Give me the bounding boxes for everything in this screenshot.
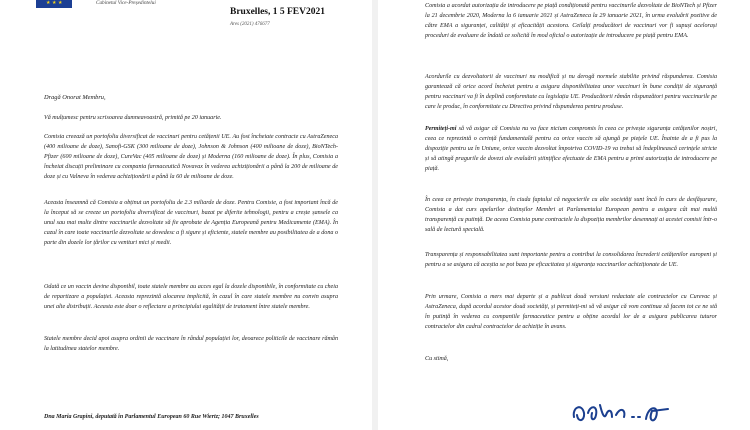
- paragraph: Prin urmare, Comisia a mers mai departe și a publicat două versiuni redactate ale contractelor cu Curevac și AstraZeneca, după acordul acestor două societăți, și permiteți-mi să vă asigur că vom continua să facem tot ce ne stă în putință în vederea cu companiile farmaceutice pentru a obține acordul lor de a asigura publicarea tuturor contractelor din cadrul contractelor de achiziție în avans.: [425, 294, 717, 331]
- paragraph: Comisia a acordat autorizația de introducere pe piață condiționată pentru vaccinurile dezvoltate de BioNTech și Pfizer la 21 decembrie 2020, Moderna la 6 ianuarie 2021 și AstraZeneca la 29 ianuarie 2021, în urma evaluării pozitive de către EMA a siguranței, calității și eficacității acestora. Ceilalți producători de vaccinuri vor fi supuși acelorași proceduri de evaluare de îndată ce solicită în mod oficial o autorizație de introducere pe piață pentru EMA.: [425, 3, 717, 40]
- paragraph: În ceea ce privește transparența, în ciuda faptului că negocierile cu alte societăți sunt încă în curs de desfășurare, Comisia a dat curs apelurilor distinșilor Membri ai Parlamentului European pentru a asigura cât mai multă transparență cu putință. De aceea Comisia pune contractele la dispoziția membrilor desemnați ai acestei comisii într-o sală de lectură specială.: [425, 197, 717, 234]
- paragraph: Statele membre decid apoi asupra ordinii de vaccinare în rândul populației lor, deoarece politicile de vaccinare rămân la latitudinea statelor membre.: [44, 336, 338, 353]
- paragraph-body: să vă asigur că Comisia nu va face nicium compromis în ceea ce privește siguranța cetățenilor noștri, ceea ce reprezintă o cerință fundamentală pentru ca orice vaccin să ajungă pe piețele UE. Înainte de a fi pus la dispoziție pentru uz în Uniune, orice vaccin dezvoltat împotriva COVID-19 va trebui să îndeplinească cerințele stricte și să atingă pragurile de dovezi ale evaluării științifice efectuate de EMA pentru a primi autorizația de introducere pe piață.: [425, 126, 718, 173]
- recipient-footer: Dna Maria Grapini, deputată în Parlamentul European 60 Rue Wiertz; 1047 Bruxelles: [44, 414, 259, 420]
- paragraph: Comisia creează un portofoliu diversificat de vaccinuri pentru cetățenii UE. Au fost încheiate contracte cu AstraZeneca (400 milioane de doze), Sanofi-GSK (300 milioane de doze), Johnson & Johnson (400 milioane de doze), BioNTech-Pfizer (600 milioane de doze), CureVac (405 milioane de doze) și Moderna (160 milioane de doze). În plus, Comisia a încheiat discuții preliminare cu compania farmaceutică Novavax în vederea achiziționării a până la 200 de milioane de doze și cu Valneva în vederea achiziționării a până la 60 de milioane de doze.: [44, 134, 338, 181]
- paragraph: Odată ce un vaccin devine disponibil, toate statele membre au acces egal la dozele disponibile, în conformitate cu cheia de repartizare a populației. Aceasta reprezintă alocarea implicită, în cazul în care statele membre nu convin asupra unei alte distribuții. Aceasta este doar o reflectare a principiului egalității de tratament între statele membre.: [44, 284, 338, 311]
- paragraph: Aceasta înseamnă că Comisia a obținut un portofoliu de 2.3 miliarde de doze. Pentru Comisie, a fost important încă de la început să se creeze un portofoliu diversificat de vaccinuri, bazat pe diferite tehnologii, pentru a crește șansele ca unul sau mai multe dintre vaccinurile dezvoltate să fie aprobate de Agenția Europeană pentru Medicamente (EMA). În cazul în care toate vaccinurile dezvoltate se dovedesc a fi sigure și eficiente, statele membre au posibilitatea de a dona o parte din dozele lor țărilor cu venituri mici și medii.: [44, 200, 338, 247]
- closing: Cu stimă,: [425, 356, 449, 362]
- office-line: Cabinetul Vice-Președintelui: [96, 0, 156, 6]
- paragraph: Vă mulțumesc pentru scrisoarea dumneavoastră, primită pe 20 ianuarie.: [44, 115, 222, 121]
- letter-page-left: [0, 0, 372, 430]
- eu-flag-icon: ★ ★ ★: [36, 0, 72, 8]
- letter-page-right: [378, 0, 750, 430]
- signature: [568, 395, 678, 427]
- salutation: Dragă Onorat Membru,: [44, 94, 106, 101]
- paragraph-lead: Permiteți-mi: [425, 126, 457, 132]
- paragraph: Transparența și responsabilitatea sunt importante pentru a contribui la consolidarea încrederii cetățenilor europeni și pentru a se asigura că aceștia se pot baza pe eficacitatea și siguranța vaccinurilor achiziționate de UE.: [425, 252, 717, 269]
- reference-number: Ares (2021) 476677: [230, 22, 270, 27]
- letter-date: Bruxelles, 1 5 FEV2021: [230, 7, 325, 17]
- paragraph-with-lead: [425, 124, 717, 174]
- paragraph: Acordurile cu dezvoltatorii de vaccinuri nu modifică și nu derogă normele stabilite privind răspunderea. Comisia garantează că orice acord încheiat pentru a asigura disponibilitatea unor vaccinuri în bune condiții de siguranță pentru vaccinuri va fi în deplină conformitate cu legislația UE. Producătorii rămân răspunzători pentru vaccinurile pe care le produc, în conformitate cu Directiva privind răspunderea pentru produse.: [425, 74, 717, 111]
